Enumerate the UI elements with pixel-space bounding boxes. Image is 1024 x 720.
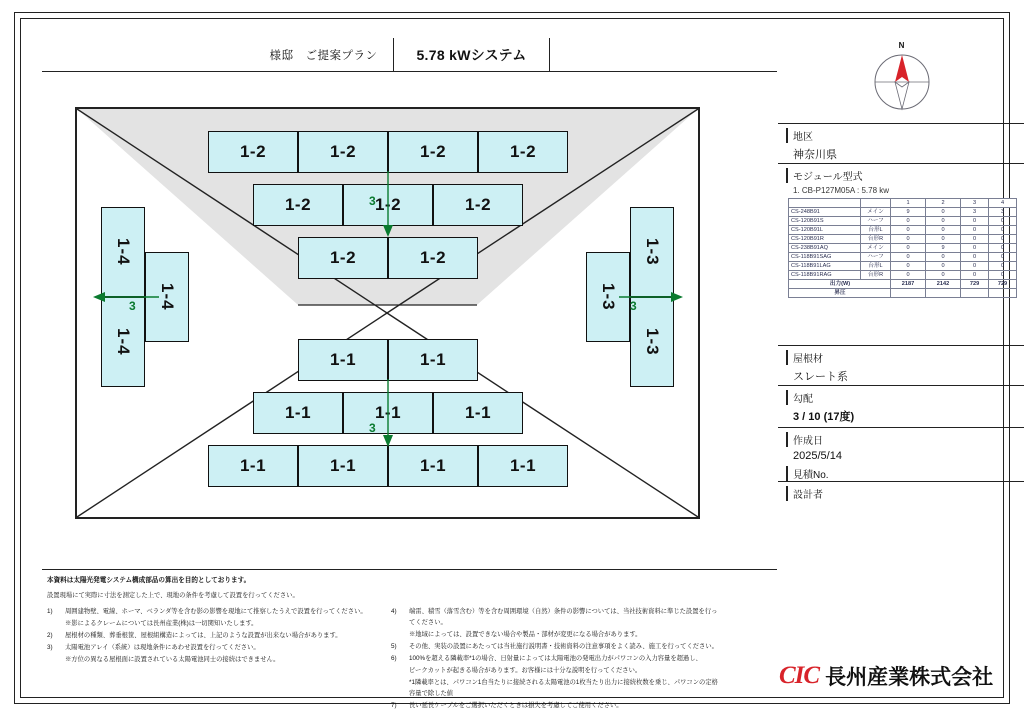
created-value: 2025/5/14 xyxy=(793,450,842,462)
table-cell: 0 xyxy=(989,235,1017,244)
designer-label: 設計者 xyxy=(786,486,1017,501)
table-cell: 0 xyxy=(926,226,961,235)
note-text: ピークカットが起きる場合があります。お客様には十分な説明を行ってください。 xyxy=(409,666,642,674)
string-arrow-label: 3 xyxy=(129,299,136,313)
note-text: 太陽電池アレイ（系統）は現地条件にあわせ設置を行ってください。 xyxy=(65,643,260,651)
note-item xyxy=(391,606,721,628)
compass-icon xyxy=(852,44,952,120)
notes-separator xyxy=(42,569,777,570)
table-cell: 1 xyxy=(891,199,926,208)
panel: 1-2 xyxy=(433,184,523,226)
note-number: 6) xyxy=(391,654,397,662)
table-cell: 729 xyxy=(961,280,989,289)
table-cell: 0 xyxy=(961,262,989,271)
table-row xyxy=(789,253,1017,262)
note-number xyxy=(391,629,409,640)
table-cell xyxy=(861,199,891,208)
table-cell xyxy=(891,289,926,298)
table-cell: 台形L xyxy=(861,226,891,235)
panel: 1-2 xyxy=(388,237,478,279)
created-block xyxy=(778,428,1024,482)
table-cell: 0 xyxy=(926,271,961,280)
module-block xyxy=(778,164,1024,346)
panel: 1-2 xyxy=(478,131,568,173)
panel: 1-2 xyxy=(208,131,298,173)
note-number: 4) xyxy=(391,607,397,615)
panel: 1-1 xyxy=(253,392,343,434)
table-row xyxy=(789,262,1017,271)
note-text: 端雷、積雪（落雪含む）等を含む周囲環境（自然）条件の影響については、当社技術資料に準じた設置を行ってください。 xyxy=(409,607,718,626)
panel: 1-4 xyxy=(101,297,145,387)
table-cell: 0 xyxy=(961,226,989,235)
string-arrow-label: 3 xyxy=(369,194,376,208)
area-block xyxy=(778,124,1024,164)
table-cell: 3 xyxy=(989,208,1017,217)
table-cell: 0 xyxy=(926,235,961,244)
area-value: 神奈川県 xyxy=(793,149,837,161)
panel: 1-1 xyxy=(478,445,568,487)
table-cell: 0 xyxy=(891,271,926,280)
table-cell: 0 xyxy=(961,244,989,253)
note-item xyxy=(47,654,377,665)
table-cell: 0 xyxy=(926,253,961,262)
table-cell: 0 xyxy=(989,253,1017,262)
string-arrow-label: 3 xyxy=(630,299,637,313)
title-block xyxy=(42,38,777,72)
table-cell: 0 xyxy=(961,217,989,226)
table-cell: 0 xyxy=(891,253,926,262)
panel: 1-4 xyxy=(101,207,145,297)
table-cell: 台形R xyxy=(861,235,891,244)
panel: 1-1 xyxy=(343,392,433,434)
note-text: ※地域によっては、設置できない場合や製品・部材が変更になる場合があります。 xyxy=(409,630,642,638)
table-row xyxy=(789,208,1017,217)
notes-header-2: 設置現場にて実際に寸法を測定した上で、現地の条件を考慮して設置を行ってください。 xyxy=(47,591,299,599)
table-cell: メイン xyxy=(861,208,891,217)
table-row xyxy=(789,271,1017,280)
table-cell: CS-118B91RAG xyxy=(789,271,861,280)
table-cell: ハーフ xyxy=(861,217,891,226)
roof-material-label: 屋根材 xyxy=(786,350,1017,365)
note-item xyxy=(47,618,377,629)
company-name: 長州産業株式会社 xyxy=(825,665,994,689)
note-number: 7) xyxy=(391,701,397,709)
table-cell: 0 xyxy=(961,271,989,280)
note-item xyxy=(391,700,721,711)
table-cell: CS-248B91 xyxy=(789,208,861,217)
table-row xyxy=(789,217,1017,226)
table-cell: CS-118B91SAG xyxy=(789,253,861,262)
note-text: *1隣載率とは、パワコン1台当たりに接続される太陽電池の1枚当たり出力に接続枚数を乗じ、パワコンの定格容量で除した値 xyxy=(409,678,718,697)
table-cell: CS-120B91S xyxy=(789,217,861,226)
note-text: ※影によるクレームについては長州産業(株)は一切関知いたします。 xyxy=(65,619,258,627)
table-cell: 0 xyxy=(891,262,926,271)
table-cell: 台形R xyxy=(861,271,891,280)
table-cell: 0 xyxy=(961,253,989,262)
module-label: モジュール型式 xyxy=(786,168,1017,183)
panel: 1-2 xyxy=(253,184,343,226)
table-cell: 0 xyxy=(891,235,926,244)
table-row xyxy=(789,226,1017,235)
panel: 1-1 xyxy=(298,445,388,487)
system-capacity: 5.78 kWシステム xyxy=(416,46,527,63)
table-cell: 2187 xyxy=(891,280,926,289)
table-cell: 3 xyxy=(961,208,989,217)
roof-material-value: スレート系 xyxy=(793,371,848,383)
inner-frame xyxy=(20,18,1008,709)
table-cell: 出力(W) xyxy=(789,280,891,289)
table-cell: 9 xyxy=(926,244,961,253)
table-cell: 4 xyxy=(989,199,1017,208)
table-cell: メイン xyxy=(861,244,891,253)
string-arrow-right-group xyxy=(617,287,687,307)
table-cell: CS-238B91AQ xyxy=(789,244,861,253)
title-divider-2 xyxy=(549,38,550,72)
table-cell: 0 xyxy=(989,226,1017,235)
cic-logo-mark: CIC xyxy=(779,662,820,689)
plan-title: 様邸 ご提案プラン xyxy=(269,49,378,62)
note-item xyxy=(47,606,377,617)
table-cell: 0 xyxy=(891,226,926,235)
note-text: その他、実装の設置にあたっては当社施行説明書・技術資料の注意事項をよく読み、施工を行ってください。 xyxy=(409,642,718,650)
string-arrow-up-group xyxy=(377,169,399,239)
panel: 1-4 xyxy=(145,252,189,342)
table-cell: 0 xyxy=(926,217,961,226)
table-cell: 昇圧 xyxy=(789,289,891,298)
designer-block xyxy=(778,482,1024,526)
area-label: 地区 xyxy=(786,128,1017,143)
note-number: 2) xyxy=(47,631,53,639)
panel: 1-1 xyxy=(298,339,388,381)
note-item xyxy=(391,641,721,652)
compass-north-label: N xyxy=(898,41,905,50)
panel: 1-2 xyxy=(388,131,478,173)
compass-block xyxy=(778,38,1024,124)
estimate-label: 見積No. xyxy=(786,466,1017,481)
panel: 1-3 xyxy=(586,252,630,342)
note-number: 1) xyxy=(47,607,53,615)
note-text: 周囲建物壁、電線、ホーマ、ベランダ等を含む影の影響を現地にて推察したうえで設置を行ってください。 xyxy=(65,607,367,615)
notes-header: 本資料は太陽光発電システム構成部品の算出を目的としております。 xyxy=(47,577,251,584)
company-logo xyxy=(779,655,1024,697)
table-row xyxy=(789,280,1017,289)
table-cell: CS-118B91LAG xyxy=(789,262,861,271)
table-cell: 0 xyxy=(891,244,926,253)
note-number xyxy=(391,665,409,676)
panel: 1-1 xyxy=(433,392,523,434)
table-cell: 9 xyxy=(891,208,926,217)
created-label: 作成日 xyxy=(786,432,1017,447)
table-cell xyxy=(961,289,989,298)
slope-value: 3 / 10 (17度) xyxy=(793,411,855,423)
notes-block xyxy=(47,575,777,709)
string-arrow-label: 3 xyxy=(369,421,376,435)
note-number xyxy=(47,618,65,629)
note-number xyxy=(391,677,409,699)
notes-right-column xyxy=(391,606,721,712)
table-cell: 0 xyxy=(926,262,961,271)
string-arrow-left-group xyxy=(91,287,161,307)
table-cell: 0 xyxy=(989,271,1017,280)
table-cell: 台形L xyxy=(861,262,891,271)
panel: 1-1 xyxy=(208,445,298,487)
table-row xyxy=(789,289,1017,298)
panel: 1-3 xyxy=(630,207,674,297)
roof-layout-drawing xyxy=(42,72,777,569)
note-text: 100%を超える隣載率*1の場合、日射量によっては太陽電池の発電出力がパワコンの入力容量を超過し、 xyxy=(409,654,702,662)
roof-material-block xyxy=(778,346,1024,386)
table-cell: 2 xyxy=(926,199,961,208)
note-item xyxy=(391,629,721,640)
table-cell xyxy=(789,199,861,208)
module-model: 1. CB-P127M05A : 5.78 kw xyxy=(793,186,890,195)
table-cell: 2142 xyxy=(926,280,961,289)
note-text: 長い延長ケーブルをご選択いただくときは損失を考慮してご使用ください。 xyxy=(409,701,623,709)
notes-left-column xyxy=(47,606,377,712)
info-sidebar xyxy=(778,38,1024,526)
panel: 1-1 xyxy=(388,445,478,487)
panel: 1-3 xyxy=(630,297,674,387)
note-item xyxy=(391,653,721,664)
table-cell: 729 xyxy=(989,280,1017,289)
table-cell: 0 xyxy=(989,262,1017,271)
table-cell xyxy=(926,289,961,298)
table-cell: CS-120B91L xyxy=(789,226,861,235)
note-item xyxy=(47,630,377,641)
note-item xyxy=(391,665,721,676)
table-cell: 0 xyxy=(961,235,989,244)
note-item xyxy=(391,677,721,699)
panel: 1-2 xyxy=(343,184,433,226)
table-cell: ハーフ xyxy=(861,253,891,262)
note-number: 5) xyxy=(391,642,397,650)
note-item xyxy=(47,642,377,653)
table-cell: 0 xyxy=(891,217,926,226)
note-text: 屋根材の種類、葬垂根筐、屋根組構造によっては、上記のような設置が出来ない場合があります。 xyxy=(65,631,342,639)
table-cell: 3 xyxy=(961,199,989,208)
table-cell: 0 xyxy=(926,208,961,217)
panel: 1-2 xyxy=(298,237,388,279)
table-row xyxy=(789,235,1017,244)
slope-block xyxy=(778,386,1024,428)
table-row xyxy=(789,244,1017,253)
roof-outline xyxy=(75,107,700,519)
table-cell: 0 xyxy=(989,244,1017,253)
string-arrow-down-group xyxy=(377,377,399,449)
table-cell: CS-120B91R xyxy=(789,235,861,244)
note-text: ※方位の異なる屋根面に設置されている太陽電池同士の接続はできません。 xyxy=(65,655,280,663)
table-cell: 0 xyxy=(989,217,1017,226)
note-number xyxy=(47,654,65,665)
note-number: 3) xyxy=(47,643,53,651)
panel: 1-2 xyxy=(298,131,388,173)
slope-label: 勾配 xyxy=(786,390,1017,405)
table-row xyxy=(789,199,1017,208)
module-table xyxy=(788,198,1017,298)
panel: 1-1 xyxy=(388,339,478,381)
table-cell xyxy=(989,289,1017,298)
